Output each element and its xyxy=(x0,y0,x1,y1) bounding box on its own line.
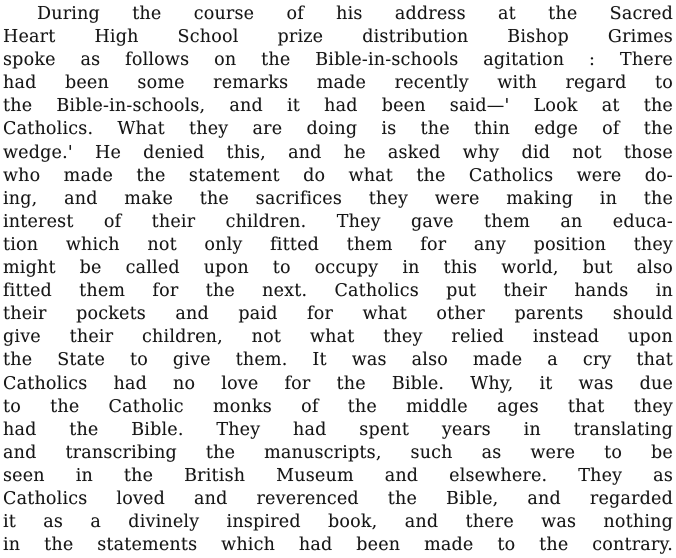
text-line: give their children, not what they relied instead upon xyxy=(3,327,673,348)
text-line: Catholics loved and reverenced the Bible, and regarded xyxy=(3,488,673,509)
text-line: ing, and make the sacrifices they were making in the xyxy=(3,188,673,209)
text-line: Heart High School prize distribution Bishop Grimes xyxy=(3,27,673,48)
text-line: might be called upon to occupy in this world, but also xyxy=(3,258,673,279)
text-line: to the Catholic monks of the middle ages that they xyxy=(3,396,673,417)
text-line: who made the statement do what the Catholics were do- xyxy=(3,165,673,186)
text-line: tion which not only fitted them for any position they xyxy=(3,234,673,255)
text-line: the State to give them. It was also made a cry that xyxy=(3,350,673,371)
text-line: Catholics. What they are doing is the thin edge of the xyxy=(3,119,673,140)
text-line: their pockets and paid for what other parents should xyxy=(3,304,673,325)
text-line: During the course of his address at the Sacred xyxy=(37,4,673,24)
text-line: seen in the British Museum and elsewhere. They as xyxy=(3,465,673,486)
text-line: the Bible-in-schools, and it had been said—' Look at the xyxy=(3,96,673,117)
text-line: it as a divinely inspired book, and there was nothing xyxy=(3,512,673,533)
text-line: had the Bible. They had spent years in translating xyxy=(3,419,673,440)
newspaper-clipping xyxy=(3,3,673,557)
text-line: interest of their children. They gave them an educa- xyxy=(3,211,673,232)
text-line: in the statements which had been made to the contrary. xyxy=(3,535,673,556)
text-line: wedge.' He denied this, and he asked why did not those xyxy=(3,142,673,163)
text-line: Catholics had no love for the Bible. Why, it was due xyxy=(3,373,673,394)
text-line: fitted them for the next. Catholics put their hands in xyxy=(3,281,673,302)
text-line: spoke as follows on the Bible-in-schools agitation : There xyxy=(3,50,673,71)
text-line: and transcribing the manuscripts, such as were to be xyxy=(3,442,673,463)
text-line: had been some remarks made recently with regard to xyxy=(3,73,673,94)
